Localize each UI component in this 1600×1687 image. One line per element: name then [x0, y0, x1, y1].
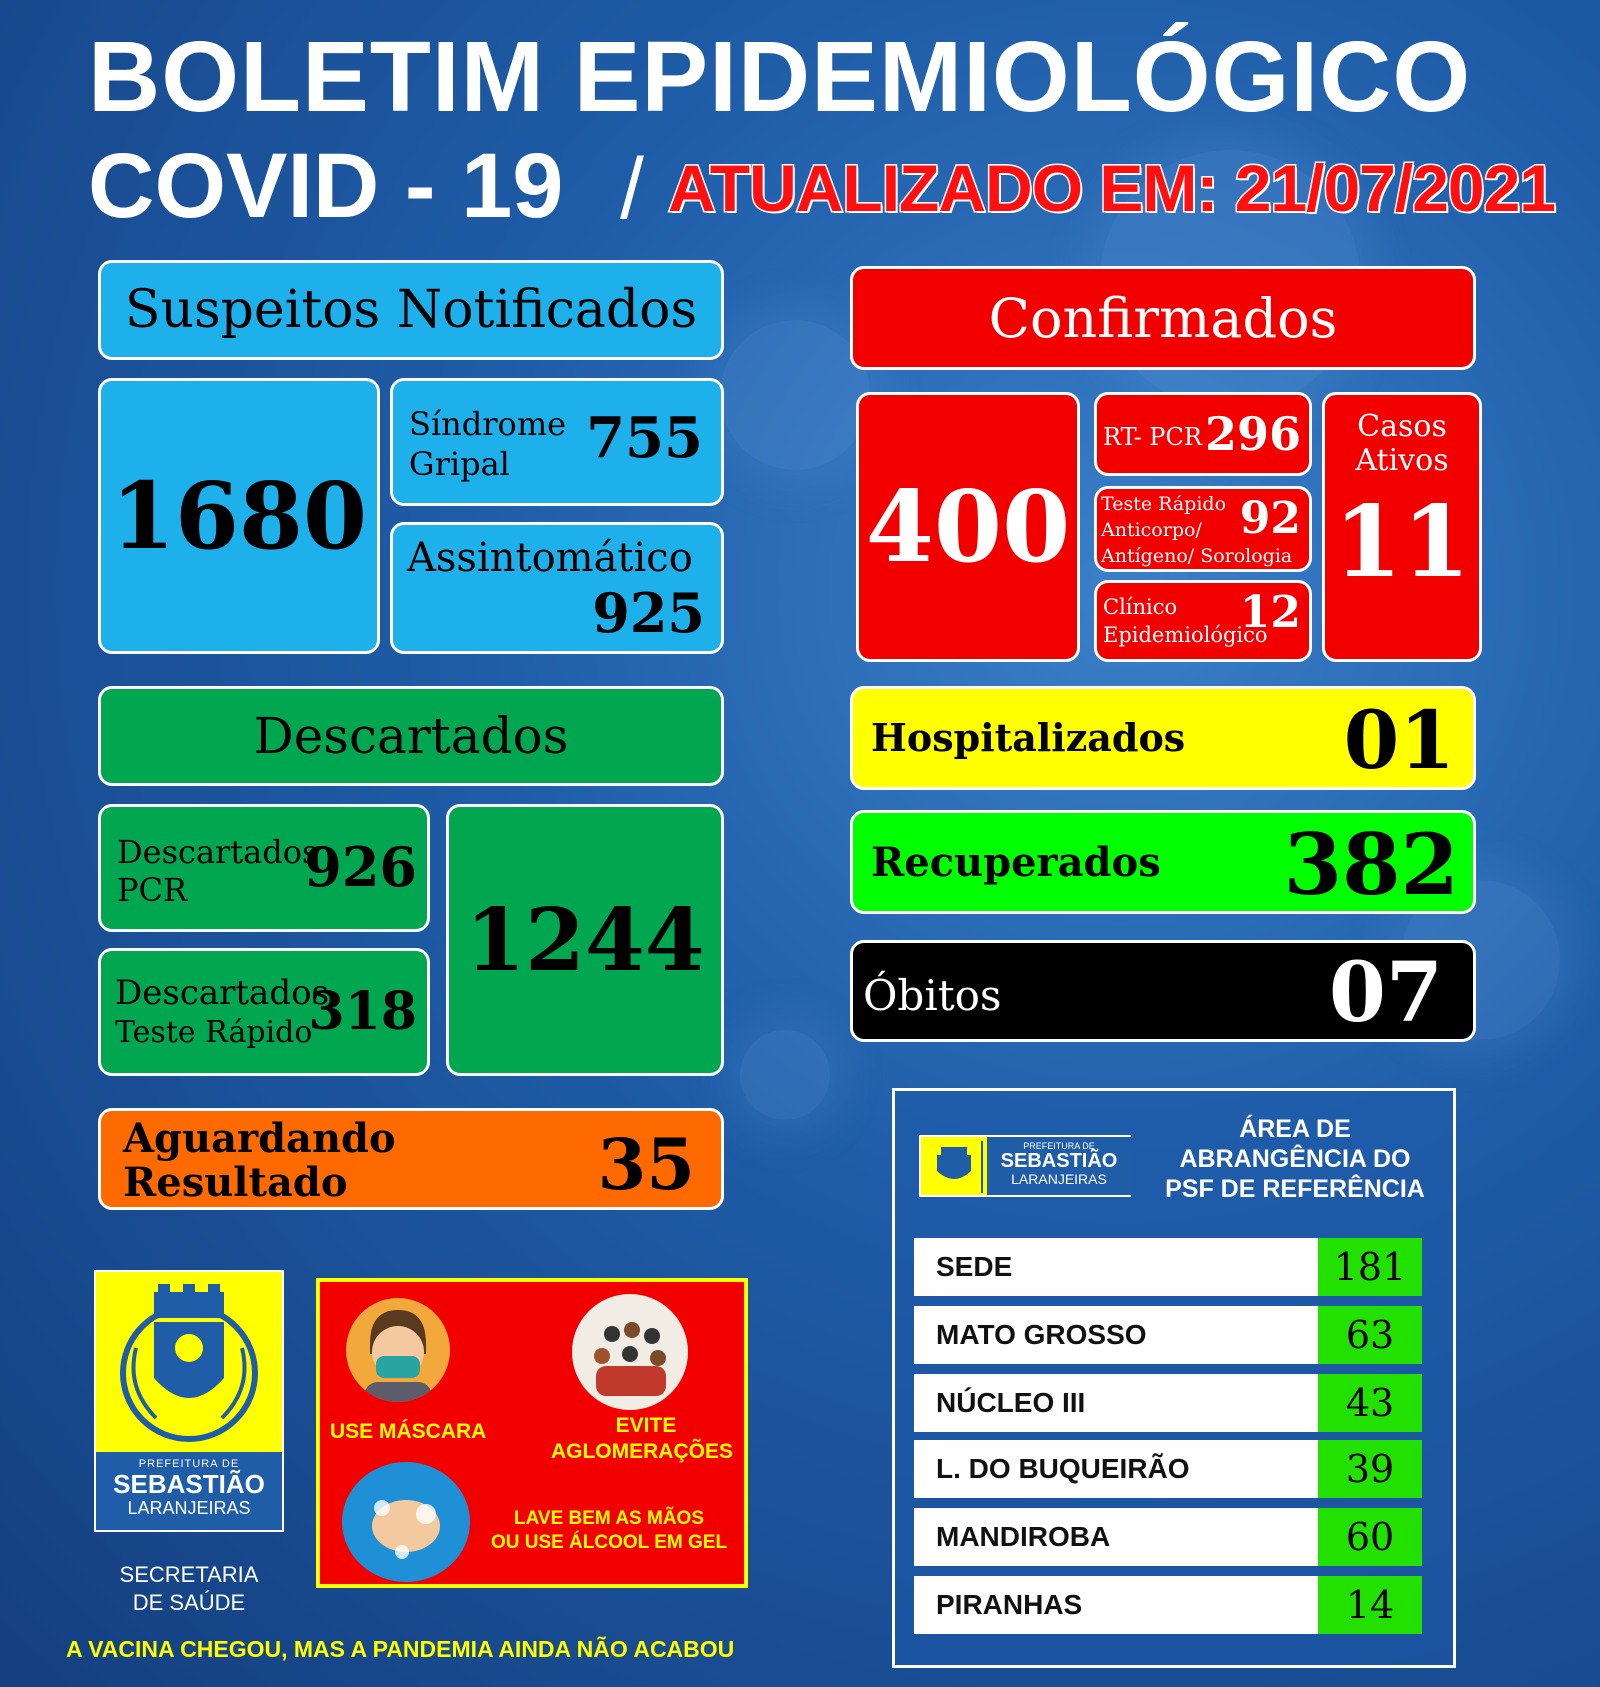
ativos-label-2: Ativos: [1355, 443, 1449, 478]
descartados-pcr-label-1: Descartados: [117, 833, 319, 871]
psf-row-value: 60: [1318, 1508, 1422, 1566]
obitos-value: 07: [1328, 945, 1443, 1041]
logo-laranjeiras: LARANJEIRAS: [127, 1498, 251, 1518]
descartados-rapido-label-2: Teste Rápido: [115, 1015, 313, 1050]
tip-lave-1: LAVE BEM AS MÃOS: [513, 1508, 704, 1529]
rtpcr-card: [1094, 392, 1312, 476]
suspeitos-title: Suspeitos Notificados: [124, 280, 698, 340]
teste-label-3: Antígeno/ Sorologia: [1101, 545, 1293, 567]
descartados-pcr-value: 926: [304, 835, 417, 899]
aguardando-card: [98, 1108, 724, 1210]
virus-decoration: [720, 320, 870, 470]
teste-label-1: Teste Rápido: [1101, 493, 1227, 515]
psf-title-3: PSF DE REFERÊNCIA: [1165, 1175, 1425, 1203]
descartados-pcr-card: [98, 804, 430, 932]
psf-row-name: PIRANHAS: [936, 1589, 1083, 1620]
descartados-total: 1244: [465, 889, 705, 991]
hospitalizados-value: 01: [1343, 693, 1455, 787]
assintomatico-label: Assintomático: [407, 535, 693, 581]
recuperados-label: Recuperados: [871, 839, 1161, 886]
descartados-rapido-value: 318: [308, 981, 417, 1042]
psf-row-value: 14: [1318, 1576, 1422, 1634]
municipal-crest-icon: [96, 1278, 282, 1448]
psf-row: [914, 1576, 1422, 1634]
secretaria-line-2: DE SAÚDE: [132, 1590, 246, 1615]
clinico-label-2: Epidemiológico: [1103, 623, 1268, 647]
confirmados-total-card: [856, 392, 1080, 662]
descartados-rapido-card: [98, 948, 430, 1076]
page-subtitle: COVID - 19: [88, 135, 564, 237]
secretaria-line-1: SECRETARIA: [119, 1562, 259, 1587]
rtpcr-label: RT- PCR: [1103, 423, 1202, 451]
assintomatico-card: [390, 522, 724, 654]
psf-row-name: SEDE: [936, 1251, 1013, 1282]
obitos-card: [850, 940, 1476, 1042]
confirmados-header: [850, 266, 1476, 370]
clinico-card: [1094, 580, 1312, 662]
psf-logo-small: [919, 1135, 1131, 1197]
descartados-title: Descartados: [253, 707, 569, 765]
psf-row-value: 39: [1318, 1440, 1422, 1498]
clinico-label-1: Clínico: [1103, 595, 1178, 619]
psf-row-value: 43: [1318, 1374, 1422, 1432]
ativos-label-1: Casos: [1357, 409, 1447, 444]
aguardando-value: 35: [597, 1123, 695, 1206]
tip-mascara: USE MÁSCARA: [330, 1420, 487, 1443]
recuperados-value: 382: [1283, 815, 1459, 914]
confirmados-title: Confirmados: [988, 286, 1338, 350]
teste-value: 92: [1239, 493, 1301, 544]
tip-lave-2: OU USE ÁLCOOL EM GEL: [490, 1532, 728, 1553]
title-slash: /: [620, 141, 644, 237]
suspeitos-header: [98, 260, 724, 360]
psf-row: [914, 1508, 1422, 1566]
ativos-value: 11: [1333, 485, 1471, 600]
psf-row: [914, 1440, 1422, 1498]
psf-row-name: L. DO BUQUEIRÃO: [936, 1453, 1190, 1484]
tips-panel: [316, 1278, 748, 1588]
descartados-total-card: [446, 804, 724, 1076]
recuperados-card: [850, 810, 1476, 914]
psf-title-1: ÁREA DE: [1239, 1115, 1351, 1143]
page-title: BOLETIM EPIDEMIOLÓGICO: [88, 21, 1472, 133]
casos-ativos-card: [1322, 392, 1482, 662]
logo-prefeitura: PREFEITURA DE: [138, 1458, 240, 1470]
psf-row-name: MATO GROSSO: [936, 1319, 1147, 1350]
assintomatico-value: 925: [592, 581, 705, 645]
rtpcr-value: 296: [1204, 407, 1301, 461]
psf-row-value: 181: [1318, 1238, 1422, 1296]
hospitalizados-label: Hospitalizados: [871, 715, 1186, 760]
footer-message: A VACINA CHEGOU, MAS A PANDEMIA AINDA NÃO ACABOU: [66, 1636, 735, 1662]
descartados-pcr-label-2: PCR: [117, 871, 188, 909]
psf-row: [914, 1238, 1422, 1296]
virus-decoration: [740, 1030, 830, 1120]
psf-row: [914, 1374, 1422, 1432]
psf-row-name: NÚCLEO III: [936, 1387, 1086, 1418]
suspeitos-total: 1680: [110, 462, 368, 570]
tip-evite-2: AGLOMERAÇÕES: [550, 1440, 733, 1463]
psf-title-2: ABRANGÊNCIA DO: [1179, 1145, 1411, 1173]
psf-logo-text-2: SEBASTIÃO: [1000, 1150, 1118, 1172]
sindrome-label-1: Síndrome: [409, 405, 567, 443]
sindrome-gripal-card: [390, 378, 724, 506]
tip-evite-1: EVITE: [615, 1414, 677, 1437]
teste-rapido-card: [1094, 486, 1312, 572]
logo-sebastiao: SEBASTIÃO: [113, 1469, 265, 1499]
sindrome-value: 755: [586, 405, 703, 471]
suspeitos-total-card: [98, 378, 380, 654]
update-date: ATUALIZADO EM: 21/07/2021: [668, 151, 1556, 225]
descartados-header: [98, 686, 724, 786]
sindrome-label-2: Gripal: [409, 445, 510, 483]
municipal-logo: [94, 1270, 284, 1532]
aguardando-label-2: Resultado: [123, 1159, 348, 1206]
psf-logo-text-3: LARANJEIRAS: [1011, 1171, 1107, 1187]
municipal-logo-banner: [96, 1452, 282, 1530]
psf-logo-text-bg: [987, 1137, 1131, 1195]
psf-logo-crest: [925, 1141, 983, 1193]
teste-label-2: Anticorpo/: [1101, 519, 1202, 541]
psf-row: [914, 1306, 1422, 1364]
confirmados-total: 400: [865, 469, 1071, 585]
clinico-value: 12: [1239, 587, 1301, 638]
aguardando-label-1: Aguardando: [123, 1115, 396, 1162]
psf-logo-text-1: PREFEITURA DE: [1023, 1141, 1095, 1151]
obitos-label: Óbitos: [863, 971, 1002, 1020]
hospitalizados-card: [850, 686, 1476, 790]
descartados-rapido-label-1: Descartados: [115, 973, 330, 1013]
psf-row-name: MANDIROBA: [936, 1521, 1111, 1552]
handwash-icon: [342, 1462, 470, 1582]
crowd-icon: [572, 1294, 688, 1410]
mask-icon: [346, 1298, 450, 1402]
psf-row-value: 63: [1318, 1306, 1422, 1364]
